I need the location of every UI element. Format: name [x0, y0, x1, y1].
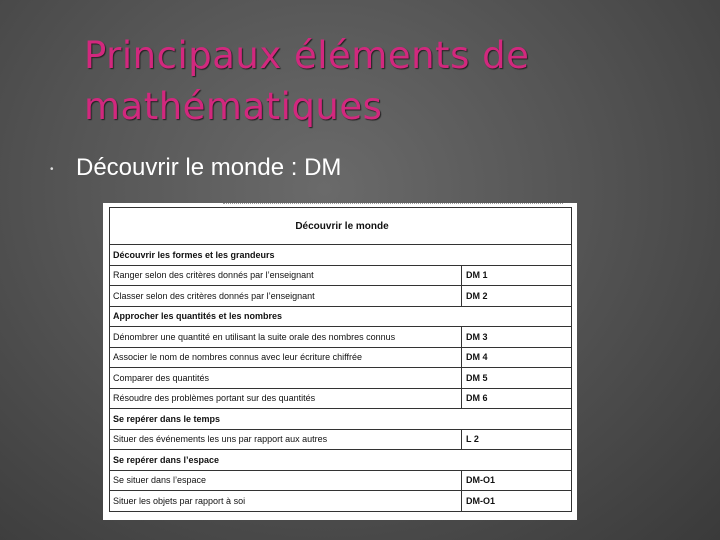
section-title: Découvrir les formes et les grandeurs — [110, 245, 572, 266]
competency-code: DM 4 — [462, 347, 572, 368]
competency-code: DM-O1 — [462, 470, 572, 491]
table-row — [110, 327, 572, 348]
table-row — [110, 368, 572, 389]
table-row — [110, 491, 572, 512]
bullet-text: Découvrir le monde : DM — [76, 154, 342, 181]
section-row — [110, 409, 572, 430]
competency-label: Dénombrer une quantité en utilisant la suite orale des nombres connus — [110, 327, 462, 348]
table-row — [110, 429, 572, 450]
slide-title — [84, 30, 684, 132]
competency-code: DM-O1 — [462, 491, 572, 512]
table-row — [110, 388, 572, 409]
slide-title-line-2: mathématiques — [84, 85, 383, 128]
section-row — [110, 245, 572, 266]
competency-code: DM 2 — [462, 286, 572, 307]
slide-title-line-1: Principaux éléments de — [84, 34, 530, 77]
section-title: Se repérer dans le temps — [110, 409, 572, 430]
section-title: Approcher les quantités et les nombres — [110, 306, 572, 327]
table-body — [110, 208, 572, 512]
table-row — [110, 265, 572, 286]
competency-code: L 2 — [462, 429, 572, 450]
table-row — [110, 347, 572, 368]
competency-label: Résoudre des problèmes portant sur des quantités — [110, 388, 462, 409]
section-row — [110, 450, 572, 471]
scan-edge-decoration — [223, 203, 563, 207]
competency-code: DM 5 — [462, 368, 572, 389]
table-row — [110, 286, 572, 307]
competency-label: Associer le nom de nombres connus avec leur écriture chiffrée — [110, 347, 462, 368]
competency-table — [109, 207, 572, 512]
table-header: Découvrir le monde — [110, 208, 572, 245]
competency-code: DM 6 — [462, 388, 572, 409]
competency-label: Se situer dans l’espace — [110, 470, 462, 491]
competency-label: Ranger selon des critères donnés par l’enseignant — [110, 265, 462, 286]
competency-code: DM 1 — [462, 265, 572, 286]
competency-label: Situer des événements les uns par rapport aux autres — [110, 429, 462, 450]
competency-code: DM 3 — [462, 327, 572, 348]
section-title: Se repérer dans l’espace — [110, 450, 572, 471]
bullet-dot-icon: • — [50, 164, 54, 175]
table-header-row — [110, 208, 572, 245]
competency-label: Comparer des quantités — [110, 368, 462, 389]
competency-label: Situer les objets par rapport à soi — [110, 491, 462, 512]
competency-label: Classer selon des critères donnés par l’enseignant — [110, 286, 462, 307]
table-image — [103, 203, 577, 520]
section-row — [110, 306, 572, 327]
table-row — [110, 470, 572, 491]
